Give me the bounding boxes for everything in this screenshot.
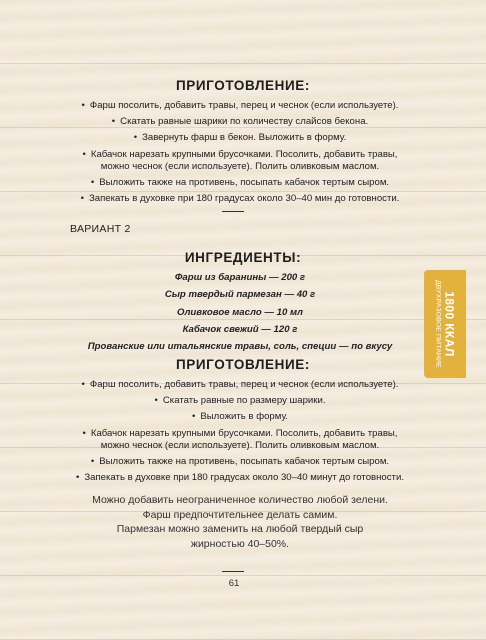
cooking-heading-2: ПРИГОТОВЛЕНИЕ: [175, 357, 311, 372]
step-item: • Кабачок нарезать крупными брусочками. Посолить, добавить травы, можно чеснок (если используете). Полить оливковым маслом. [30, 428, 450, 453]
ingredient-item: Оливковое масло — 10 мл [176, 306, 304, 318]
step-item: • Фарш посолить, добавить травы, перец и чеснок (если используете). [30, 379, 450, 392]
ingredients-heading: ИНГРЕДИЕНТЫ: [184, 250, 302, 265]
page-number-rule [222, 571, 244, 572]
recipe-note [40, 493, 440, 551]
ingredients-list [30, 271, 450, 357]
step-item: • Скатать равные шарики по количеству слайсов бекона. [30, 116, 450, 129]
side-tab-text [434, 270, 457, 378]
cooking-steps-2 [30, 379, 450, 489]
ingredient-item: Фарш из баранины — 200 г [174, 272, 306, 283]
ingredient-item: Сыр твердый пармезан — 40 г [164, 289, 316, 301]
step-item: • Запекать в духовке при 180 градусах около 30–40 минут до готовности. [30, 472, 450, 485]
ingredient-item: Прованские или итальянские травы, соль, специи — по вкусу [87, 341, 393, 353]
note-line: Можно добавить неограниченное количество любой зелени. [92, 494, 388, 506]
variant-label: ВАРИАНТ 2 [70, 223, 131, 235]
note-line: Фарш предпочтительнее делать самим. [142, 508, 338, 521]
side-tab [424, 270, 466, 378]
step-item: • Завернуть фарш в бекон. Выложить в форму. [30, 132, 450, 145]
step-item: • Фарш посолить, добавить травы, перец и чеснок (если используете). [30, 100, 450, 113]
step-item: • Скатать равные по размеру шарики. [30, 395, 450, 408]
step-item: • Выложить в форму. [30, 411, 450, 424]
step-item: • Выложить также на противень, посыпать кабачок тертым сыром. [30, 456, 450, 469]
note-line: жирностью 40–50%. [190, 537, 290, 550]
step-item: • Выложить также на противень, посыпать кабачок тертым сыром. [30, 177, 450, 190]
step-item: • Кабачок нарезать крупными брусочками. Посолить, добавить травы, можно чеснок (если используете). Полить оливковым маслом. [30, 149, 450, 174]
note-line: Пармезан можно заменить на любой твердый сыр [116, 523, 364, 535]
cooking-steps-1 [30, 100, 450, 210]
step-item: • Запекать в духовке при 180 градусах около 30–40 мин до готовности. [30, 193, 450, 206]
page-number: 61 [228, 578, 240, 589]
side-tab-kcal: 1800 ККАЛ [442, 291, 457, 357]
section-divider [222, 211, 244, 212]
cooking-heading-1: ПРИГОТОВЛЕНИЕ: [175, 78, 311, 93]
ingredient-item: Кабачок свежий — 120 г [182, 323, 298, 335]
side-tab-subtitle: ДВУХРАЗОВОЕ ПИТАНИЕ [434, 280, 442, 368]
